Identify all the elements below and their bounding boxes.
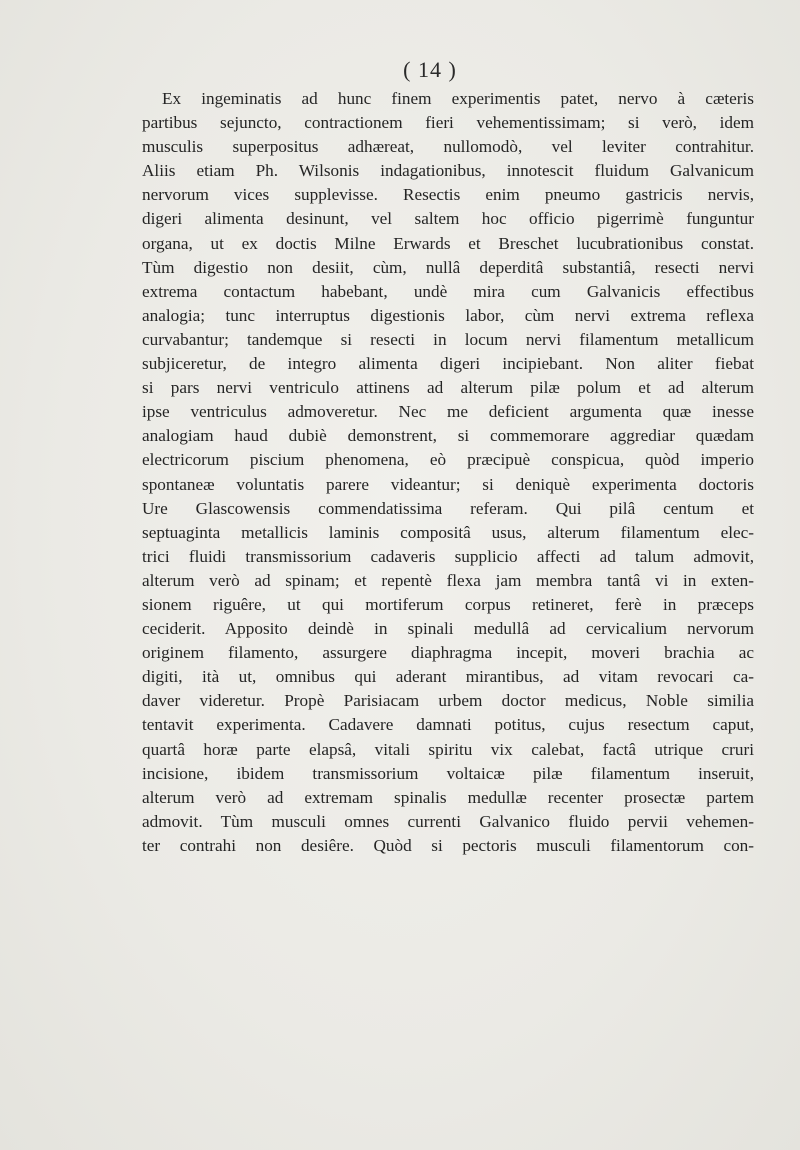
text-line: Aliis etiam Ph. Wilsonis indagationibus, innotescit fluidum Galvanicum [142,161,754,181]
text-line: digeri alimenta desinunt, vel saltem hoc officio pigerrimè funguntur [142,209,754,229]
text-line: analogia; tunc interruptus digestionis labor, cùm nervi extrema reflexa [142,305,754,325]
text-line: incisione, ibidem transmissorium voltaicæ pilæ filamentum inseruit, [142,763,754,783]
text-line: subjiceretur, de integro alimenta digeri incipiebant. Non aliter fiebat [142,354,754,374]
text-line: extrema contactum habebant, undè mira cum Galvanicis effectibus [142,281,754,301]
text-line: sionem riguêre, ut qui mortiferum corpus retineret, ferè in præceps [142,594,754,614]
text-line: nervorum vices supplevisse. Resectis enim pneumo gastricis nervis, [142,185,754,205]
text-line: Ex ingeminatis ad hunc finem experimentis patet, nervo à cæteris [162,89,754,108]
text-line: septuaginta metallicis laminis compositâ usus, alterum filamentum elec- [142,522,754,542]
text-line: digiti, ità ut, omnibus qui aderant mirantibus, ad vitam revocari ca- [142,667,754,687]
text-line: trici fluidi transmissorium cadaveris supplicio affecti ad talum admovit, [142,546,754,566]
text-line: alterum verò ad extremam spinalis medullæ recenter prosectæ partem [142,787,754,807]
text-line: musculis superpositus adhæreat, nullomodò, vel leviter contrahitur. [142,137,754,157]
text-line: spontaneæ voluntatis parere videantur; si deniquè experimenta doctoris [142,474,754,494]
text-line: ter contrahi non desiêre. Quòd si pectoris musculi filamentorum con- [142,835,754,855]
text-line: si pars nervi ventriculo attinens ad alterum pilæ polum et ad alterum [142,378,754,398]
page-number: ( 14 ) [403,57,457,82]
text-line: electricorum piscium phenomena, eò præcipuè conspicua, quòd imperio [142,450,754,470]
body-text [142,87,754,858]
text-line: curvabantur; tandemque si resecti in locum nervi filamentum metallicum [142,329,754,349]
text-line: ipse ventriculus admoveretur. Nec me deficient argumenta quæ inesse [142,402,754,422]
text-line: quartâ horæ parte elapsâ, vitali spiritu vix calebat, factâ utrique cruri [142,739,754,759]
text-line: partibus sejuncto, contractionem fieri vehementissimam; si verò, idem [142,113,754,133]
text-line: Ure Glascowensis commendatissima referam. Qui pilâ centum et [142,498,754,518]
text-line: originem filamento, assurgere diaphragma incepit, moveri brachia ac [142,643,754,663]
text-line: Tùm digestio non desiit, cùm, nullâ deperditâ substantiâ, resecti nervi [142,257,754,277]
text-line: tentavit experimenta. Cadavere damnati potitus, cujus resectum caput, [142,715,754,735]
text-line: alterum verò ad spinam; et repentè flexa jam membra tantâ vi in exten- [142,570,754,590]
text-line: daver videretur. Propè Parisiacam urbem doctor medicus, Noble similia [142,691,754,711]
text-line: admovit. Tùm musculi omnes currenti Galvanico fluido pervii vehemen- [142,811,754,831]
text-line: organa, ut ex doctis Milne Erwards et Breschet lucubrationibus constat. [142,233,754,253]
text-line: analogiam haud dubiè demonstrent, si commemorare aggrediar quædam [142,426,754,446]
text-line: ceciderit. Apposito deindè in spinali medullâ ad cervicalium nervorum [142,619,754,639]
